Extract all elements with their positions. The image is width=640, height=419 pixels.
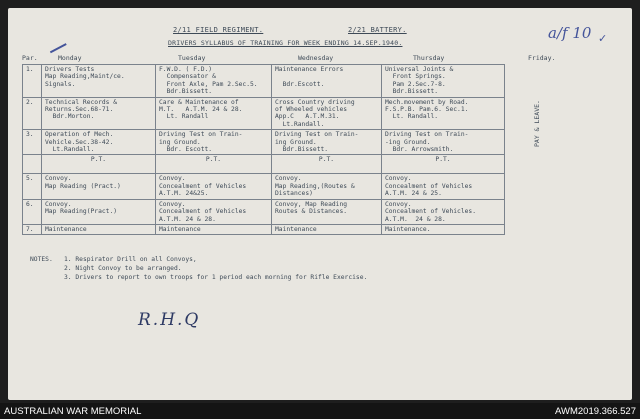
column-header-monday: Monday (58, 54, 82, 62)
handwritten-mark (43, 31, 66, 54)
thursday-cell: Driving Test on Train- -ing Ground. Bdr. Arrowsmith. (382, 130, 505, 155)
column-header-friday: Friday. (528, 54, 556, 62)
document-sheet (8, 8, 632, 400)
period-number: 7. (23, 224, 42, 234)
period-number: 1. (23, 65, 42, 98)
table-row (23, 65, 505, 98)
thursday-cell: Convoy. Concealment of Vehicles. A.T.M. 24 & 28. (382, 199, 505, 224)
notes-section (30, 255, 367, 282)
tuesday-pt-cell: P.T. (156, 155, 272, 174)
column-header-tuesday: Tuesday (178, 54, 206, 62)
table-row (23, 224, 505, 234)
handwritten-reference: a/f 10 (548, 24, 592, 42)
monday-cell: Convoy. Map Reading (Pract.) (42, 174, 156, 199)
thursday-cell: Universal Joints & Front Springs. Pam 2.Sec.7-8. Bdr.Bissett. (382, 65, 505, 98)
syllabus-table (22, 64, 505, 235)
tuesday-cell: Driving Test on Train- ing Ground. Bdr. Escott. (156, 130, 272, 155)
friday-pay-leave-note: PAY & LEAVE. (533, 100, 541, 147)
note-item: 2. Night Convoy to be arranged. (64, 265, 182, 272)
column-header-par: Par. (22, 54, 38, 62)
wednesday-cell: Maintenance Errors Bdr.Escott. (272, 65, 382, 98)
table-row-pt (23, 155, 505, 174)
period-number (23, 155, 42, 174)
note-item: 3. Drivers to report to own troops for 1 period each morning for Rifle Exercise. (64, 274, 368, 281)
table-row (23, 199, 505, 224)
handwritten-initials: R.H.Q (138, 310, 201, 330)
handwritten-tick: ✓ (598, 32, 608, 45)
period-number: 5. (23, 174, 42, 199)
wednesday-cell: Convoy, Map Reading Routes & Distances. (272, 199, 382, 224)
wednesday-cell: Maintenance (272, 224, 382, 234)
notes-label: NOTES. (30, 256, 53, 263)
tuesday-cell: Maintenance (156, 224, 272, 234)
wednesday-cell: Convoy. Map Reading,(Routes & Distances) (272, 174, 382, 199)
period-number: 6. (23, 199, 42, 224)
table-row (23, 130, 505, 155)
syllabus-title: DRIVERS SYLLABUS OF TRAINING FOR WEEK ENDING 14.SEP.1940. (168, 39, 403, 47)
footer-accession-number: AWM2019.366.527 (555, 406, 636, 417)
thursday-cell: Convoy. Concealment of Vehicles A.T.M. 24 & 25. (382, 174, 505, 199)
tuesday-cell: Convoy. Concealment of Vehicles A.T.M. 24 & 28. (156, 199, 272, 224)
monday-cell: Technical Records & Returns.Sec.68-71. Bdr.Morton. (42, 97, 156, 130)
wednesday-cell: Driving Test on Train- ing Ground. Bdr.Bissett. (272, 130, 382, 155)
unit-title: 2/11 FIELD REGIMENT. (173, 26, 264, 34)
tuesday-cell: F.W.D. ( F.D.) Compensator & Front Axle, Pam 2.Sec.5. Bdr.Bissett. (156, 65, 272, 98)
wednesday-cell: Cross Country driving of Wheeled vehicles App.C A.T.M.31. Lt.Randall. (272, 97, 382, 130)
thursday-cell: Mech.movement by Road. F.S.P.B. Pam.6. Sec.1. Lt. Randall. (382, 97, 505, 130)
table-row (23, 97, 505, 130)
note-item: 1. Respirator Drill on all Convoys, (64, 256, 197, 263)
monday-cell: Operation of Mech. Vehicle.Sec.38-42. Lt.Randall. (42, 130, 156, 155)
thursday-cell: Maintenance. (382, 224, 505, 234)
period-number: 2. (23, 97, 42, 130)
tuesday-cell: Care & Maintenance of M.T. A.T.M. 24 & 28. Lt. Randall (156, 97, 272, 130)
monday-cell: Drivers Tests Map Reading,Maint/ce. Signals. (42, 65, 156, 98)
column-header-wednesday: Wednesday (298, 54, 334, 62)
monday-cell: Maintenance (42, 224, 156, 234)
column-header-thursday: Thursday (413, 54, 445, 62)
table-row (23, 174, 505, 199)
period-number: 3. (23, 130, 42, 155)
tuesday-cell: Convoy. Concealment of Vehicles A.T.M. 24&25. (156, 174, 272, 199)
monday-pt-cell: P.T. (42, 155, 156, 174)
wednesday-pt-cell: P.T. (272, 155, 382, 174)
footer-source: AUSTRALIAN WAR MEMORIAL (4, 406, 142, 417)
battery-title: 2/21 BATTERY. (348, 26, 407, 34)
monday-cell: Convoy. Map Reading(Pract.) (42, 199, 156, 224)
thursday-pt-cell: P.T. (382, 155, 505, 174)
archive-footer (0, 403, 640, 419)
